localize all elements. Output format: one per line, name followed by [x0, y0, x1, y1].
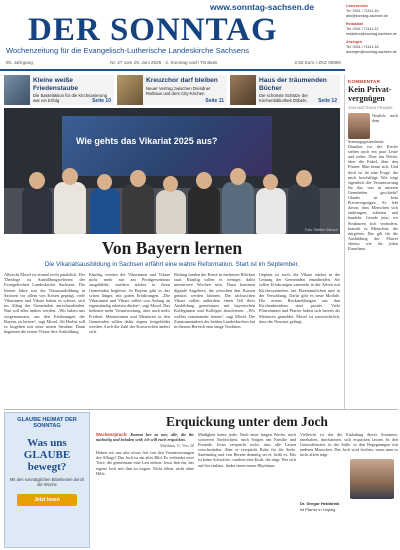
person-figure — [90, 188, 120, 234]
contact-box — [346, 4, 398, 55]
article-column: Bislang fanden die Kurse in mehreren Blöcken statt. Künftig sollen es weniger, dafür intensivere Wochen sein. Dazu kommen digitale Angebote, die zwischen den Kursen genutzt werden können. Die sächsischen Vikare sollen außerdem einen Teil ihrer Ausbildung gemeinsam mit bayerischen Kolleginnen und Kollegen absolvieren. „Wir wollen voneinander lernen“, sagt Mosel. Die Zusammenarbeit der beiden Landeskirchen hat in diesem Bereich eine lange Tradition. — [174, 272, 255, 330]
person-figure — [54, 182, 86, 234]
commentary-column — [344, 75, 398, 410]
teaser-strip — [4, 75, 340, 105]
issue-year: 80. Jahrgang — [6, 60, 33, 65]
teaser-thumbnail — [4, 75, 30, 105]
ad-box[interactable] — [4, 412, 90, 548]
teaser-peace-dove[interactable] — [4, 75, 114, 105]
commentary-text: Neulich, nach dem Sonntagsgottesdienst: Draußen vor der Kirche stehen noch ein paar Leute und reden. Über das Wetter, über die Enkel, über den Pfarrer. Man kennt sich. Und doch ist da eine Frage, die mich beschäftigt: Wer trägt eigentlich die Verantwortung für das, was in unseren Gemeinden geschieht? Glaube ist kein Privatvergnügen. Er lebt davon, dass Menschen sich einbringen, zuhören und handeln. Gerade jetzt, wo Strukturen sich verändern, braucht es Menschen, die mitgehen. Das gilt für die Ausbildung der Pfarrer ebenso wie für jeden Einzelnen. — [348, 113, 398, 251]
photo-credit: Foto: Steffen Giersch — [304, 228, 338, 232]
logo-name: SONNTAG — [109, 12, 278, 48]
masthead-subline: Wochenzeitung für die Evangelisch-Lutherische Landeskirche Sachsens — [6, 46, 250, 55]
teaser-title: Haus der träumenden Bücher — [259, 77, 327, 92]
devotional-body — [96, 432, 398, 546]
devotional-headline[interactable]: Erquickung unter dem Joch — [166, 414, 328, 429]
person-figure — [156, 190, 186, 234]
teaser-thumbnail — [230, 75, 256, 105]
devotional-column — [198, 432, 296, 546]
teaser-page: Seite 11 — [205, 98, 224, 104]
contact-editorial: Redaktion Tel. 0341 / 71141-12 redaktion@sonntag-sachsen.de — [346, 22, 397, 36]
teaser-books[interactable] — [230, 75, 340, 105]
commentary-kicker: KOMMENTAR — [348, 79, 381, 84]
hero-photo — [4, 108, 340, 234]
teaser-title: Kleine weiße Friedenstaube — [33, 77, 79, 92]
newspaper-logo — [28, 12, 278, 49]
contact-ads: Anzeigen Tel. 0341 / 71141-18 anzeigen@sonntag-sachsen.de — [346, 40, 397, 54]
teaser-text: Neuer Vertrag zwischen Dresdner Rathaus und dem City-Kirchen — [146, 85, 211, 96]
author-byline: Dr. Gregor Heidbrink ist Pfarrer in Leipzig — [300, 501, 340, 512]
main-subhead: Die Vikariatsausbildung in Sachsen erfährt eine wahre Reformation. Start ist im September. — [44, 261, 300, 268]
masthead-rule — [0, 69, 345, 71]
teaser-page: Seite 12 — [318, 98, 337, 104]
screen-text: Wie gehts das Vikariat 2025 aus? — [76, 136, 218, 146]
teaser-kreuzchor[interactable] — [117, 75, 227, 105]
devotional-column — [96, 432, 194, 546]
teaser-thumbnail — [117, 75, 143, 105]
devotional-text: Müdigkeit kennt jeder. Nach einer langen Woche, nach schweren Nachrichten, nach Sorgen um Familie und Freunde. Jesus verspricht nicht, dass alle Lasten verschwinden. Aber er verspricht Ruhe für die Seele. Sanftmütig und von Herzen demütig sei er, heißt es. Das ist keine Schwäche, sondern eine Kraft, die trägt. Wer sich auf ihn einlässt, findet einen neuen Rhythmus. — [198, 432, 296, 468]
weekly-verse-label: Wochenspruch: — [96, 432, 128, 437]
contact-reader-service: Leserservice Tel. 0341 / 71141-16 abo@sonntag-sachsen.de — [346, 4, 389, 18]
verse-reference: Matthäus 11, Vers 28 — [160, 443, 194, 449]
person-figure — [122, 184, 154, 234]
presentation-screen — [62, 116, 272, 176]
section-divider — [4, 409, 398, 410]
commentary-title[interactable]: Kein Privat-vergnügen — [348, 85, 392, 103]
devotional-text: Haben wir uns also etwas frei von den Verantwortungen des Alltags? Das Joch ist ein altes Bild. Es verbindet zwei Tiere, die gemeinsam eine Last ziehen. Jesus lädt ein, das eigene Joch mit ihm zu tragen. Nicht allein, nicht ohne Hilfe. — [96, 450, 194, 476]
article-column: Künftig werden die Vikarinnen und Vikare nicht mehr nur am Predigerseminar ausgebildet, sondern stärker in ihren Gemeinden begleitet. In Bayern gibt es das schon länger, mit guten Erfahrungen. „Die Vikarinnen und Vikare sollen von Anfang an eigenständig arbeiten dürfen“, sagt Mosel. Das bedeutet mehr Verantwortung, aber auch mehr Freiheit. Mentorinnen und Mentoren in den Gemeinden sollen dafür eigens fortgebildet werden. Auch die Zahl der Kurswochen ändert sich. — [89, 272, 170, 335]
website-url[interactable]: www.sonntag-sachsen.de — [210, 2, 315, 12]
masthead — [0, 0, 400, 70]
teaser-text: Die Bastelaktion für die Kirchsanierung war ein Erfolg — [33, 93, 108, 104]
teaser-title: Kreuzchor darf bleiben — [146, 77, 218, 84]
article-column: Geplant ist auch, die Vikare stärker in die Leitung der Gemeinden einzubinden. Sie sollen Erfahrungen sammeln in der Arbeit mit Kirchvorständen, mit Ehrenamtlichen und in der Verwaltung. Dafür gibt es neue Module. Die ersten Rückmeldungen aus den Kirchenbezirken sind positiv. Viele Pfarrerinnen und Pfarrer haben sich bereits als Mentoren gemeldet. Mosel ist zuversichtlich, dass der Neustart gelingt. — [259, 272, 340, 324]
issue-price: 2,50 Euro / ZKZ 06990 — [294, 60, 341, 65]
ad-header: GLAUBE HEIMAT DER SONNTAG — [17, 417, 77, 429]
main-headline[interactable]: Von Bayern lernen — [101, 238, 243, 258]
ad-text: Mit den sonntäglichen Bibeltexten durch die Woche — [9, 477, 85, 488]
devotional-column — [300, 432, 398, 546]
weekly-verse: Kommt her zu mir, alle, die ihr mühselig und beladen seid; ich will euch erquicken. — [96, 432, 194, 443]
person-figure — [256, 188, 286, 234]
commentary-author: VON MATTHIAS FRANKE — [348, 106, 393, 110]
article-column: Albrecht Mosel ist einmal nicht pünktlich. Der Theologe ist Ausbildungsreferent der Evangelischen Landeskirche Sachsens. Die letzten Jahre war die Vikarsausbildung in Sachsen vor allem von Krisen geprägt, viele Vikarinnen und Vikare haben es schwer, sich im Alltag der Gemeinden zurechtzufinden. Nun soll alles anders werden. „Wir haben uns vorgenommen, aus den Erfahrungen der Bayern zu lernen“, sagt Mosel. Ab Herbst soll es losgehen mit einer neuen Struktur. Dann beginnen die ersten Vikare ihre Ausbildung. — [4, 272, 85, 335]
author-portrait — [350, 459, 394, 499]
logo-prefix: DER — [28, 12, 101, 48]
person-figure — [222, 182, 254, 234]
teaser-text: Die schönste Schätze der Kirchenbibliothek Döbeln — [259, 93, 308, 104]
person-figure — [288, 184, 320, 234]
issue-number: Nr. 27 vom 29. Juni 2025 · 2. Sonntag nach Trinitatis — [110, 60, 218, 65]
author-photo — [348, 113, 370, 139]
devotional-text: Vielleicht ist das die Einladung dieses Sommers: innehalten, durchatmen, sich erquicken lassen. In den Gottesdiensten, in der Stille, in den Begegnungen mit anderen Menschen. Das Joch wird leichter, wenn man es nicht allein trägt. — [300, 432, 398, 458]
person-figure — [188, 186, 220, 234]
person-figure — [22, 186, 52, 234]
ad-headline: Was uns GLAUBE bewegt? — [23, 437, 71, 473]
main-article-body — [4, 272, 340, 406]
issue-meta — [6, 60, 341, 65]
teaser-page: Seite 10 — [92, 98, 111, 104]
ad-button[interactable]: Jetzt lesen — [17, 494, 77, 506]
